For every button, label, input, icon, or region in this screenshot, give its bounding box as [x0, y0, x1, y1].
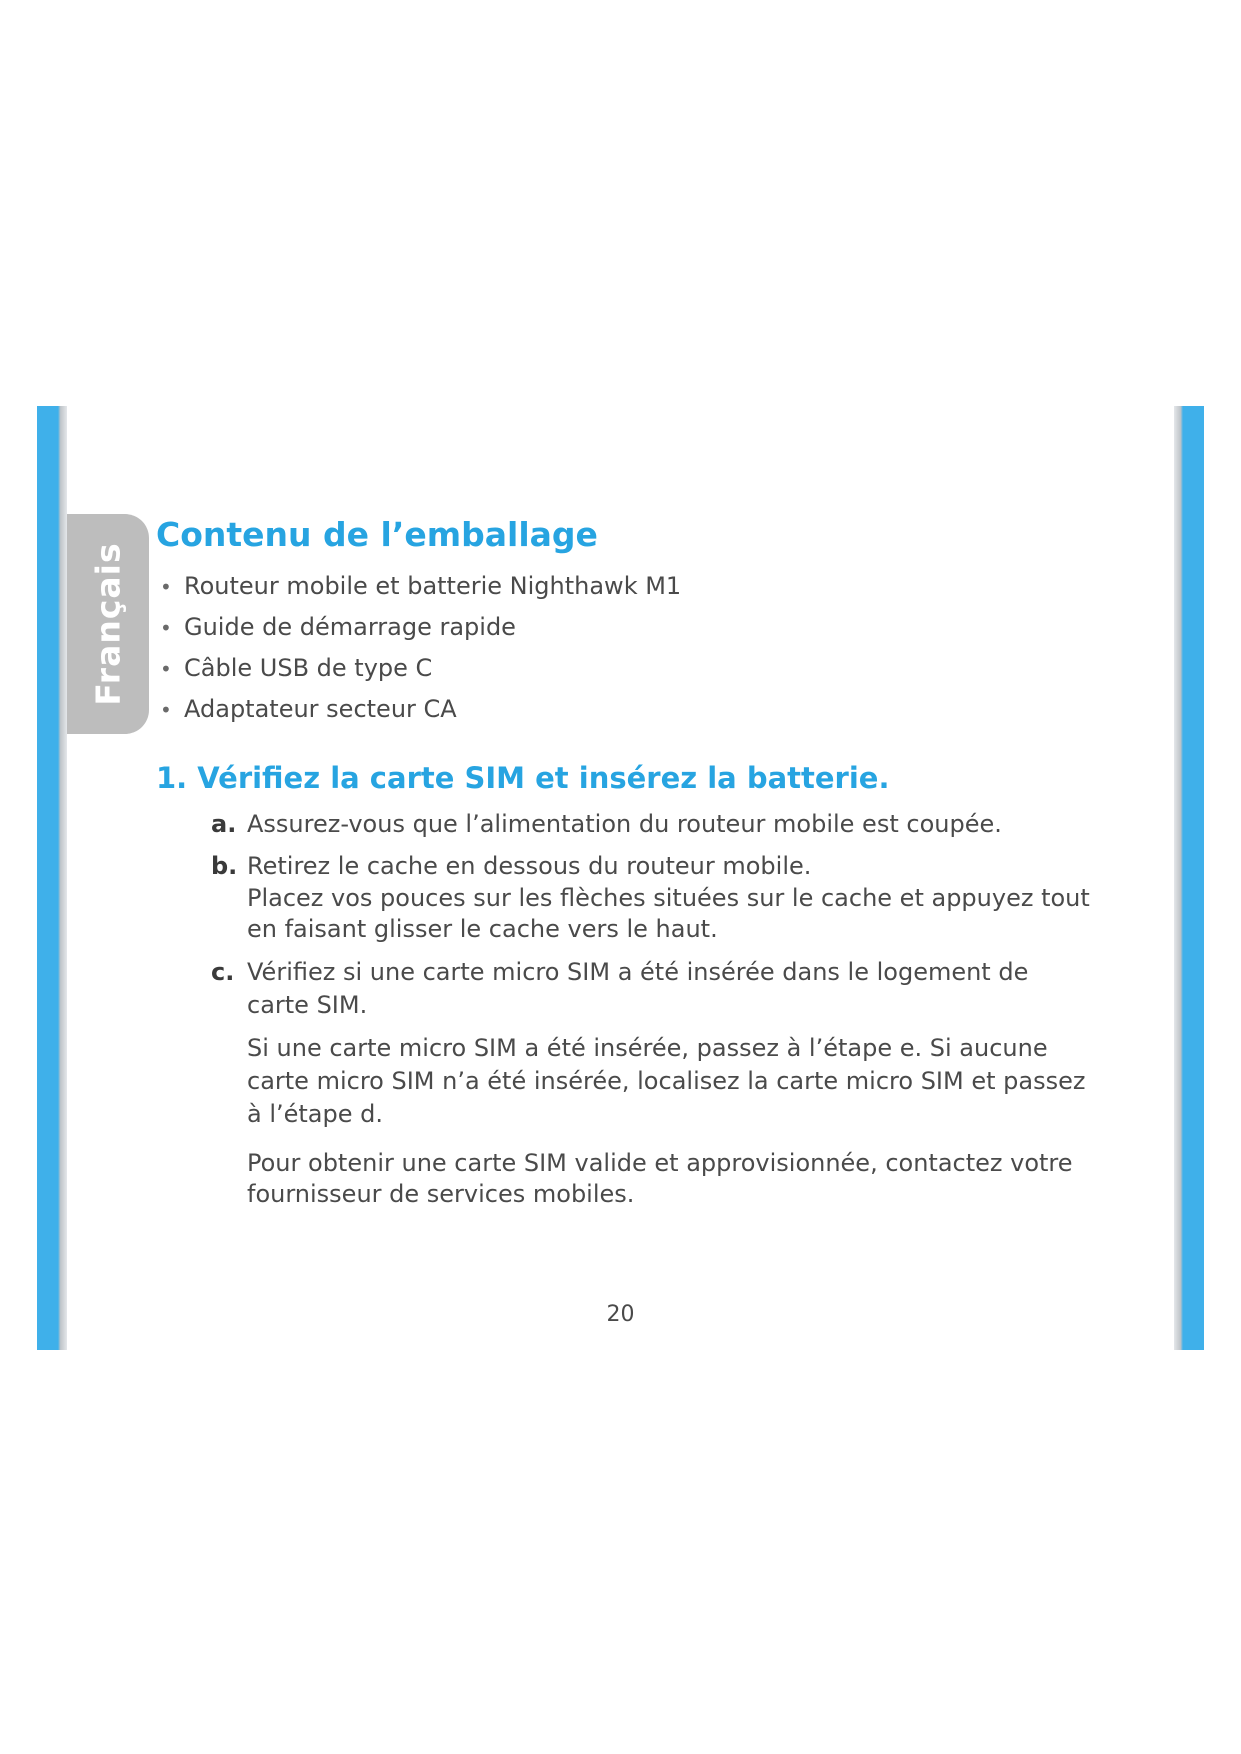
- step-c: [211, 956, 1091, 1022]
- step-a: [211, 808, 1091, 841]
- step-a-text: Assurez-vous que l’alimentation du routeur mobile est coupée.: [247, 810, 1002, 838]
- step-1-title: 1. Vérifiez la carte SIM et insérez la batterie.: [156, 761, 890, 795]
- list-item: [160, 613, 681, 654]
- step-c-note: Pour obtenir une carte SIM valide et approvisionnée, contactez votre fournisseur de services mobiles.: [247, 1149, 1073, 1208]
- language-tab-label: Français: [88, 542, 128, 706]
- left-side-bar: [37, 406, 67, 1350]
- step-c-text-continued: carte SIM.: [247, 991, 368, 1019]
- step-b-text: Retirez le cache en dessous du routeur mobile.: [247, 852, 812, 880]
- list-item: [160, 695, 681, 736]
- page-number: 20: [606, 1302, 635, 1327]
- step-c-text: Vérifiez si une carte micro SIM a été insérée dans le logement de: [247, 958, 1029, 986]
- right-side-bar: [1174, 406, 1204, 1350]
- step-b: [211, 850, 1091, 945]
- list-item: [160, 572, 681, 613]
- bullet-icon: •: [160, 616, 172, 640]
- list-item-label: Routeur mobile et batterie Nighthawk M1: [184, 572, 682, 600]
- bullet-icon: •: [160, 698, 172, 722]
- list-item: [160, 654, 681, 695]
- step-b-detail: Placez vos pouces sur les flèches situées sur le cache et appuyez tout en faisant glisser le cache vers le haut.: [247, 884, 1090, 943]
- contents-list: [160, 572, 681, 736]
- list-item-label: Guide de démarrage rapide: [184, 613, 516, 641]
- step-a-letter: a.: [211, 810, 237, 838]
- list-item-label: Adaptateur secteur CA: [184, 695, 457, 723]
- bullet-icon: •: [160, 575, 172, 599]
- bullet-icon: •: [160, 657, 172, 681]
- step-c-detail: Si une carte micro SIM a été insérée, passez à l’étape e. Si aucune carte micro SIM n’a été insérée, localisez la carte micro SIM et passez à l’étape d.: [247, 1034, 1086, 1128]
- step-c-letter: c.: [211, 958, 235, 986]
- step-b-letter: b.: [211, 852, 238, 880]
- contents-title: Contenu de l’emballage: [156, 515, 598, 554]
- list-item-label: Câble USB de type C: [184, 654, 433, 682]
